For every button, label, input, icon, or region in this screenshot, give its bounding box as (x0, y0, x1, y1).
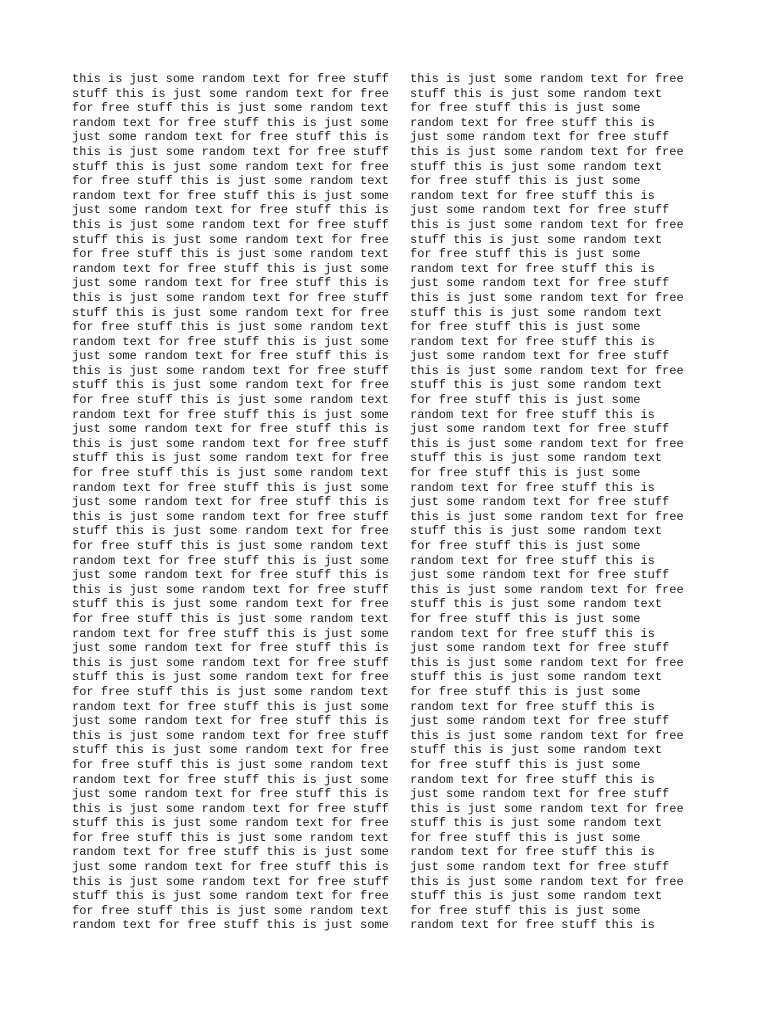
left-column-line: just some random text for free stuff this is (72, 787, 389, 802)
left-column-line: random text for free stuff this is just some (72, 334, 389, 349)
right-column-line: random text for free stuff this is (410, 261, 655, 276)
right-column-line: just some random text for free stuff (410, 641, 670, 656)
right-column-line: this is just some random text for free (410, 217, 684, 232)
right-column-line: for free stuff this is just some (410, 466, 641, 481)
right-column-line: this is just some random text for free (410, 801, 684, 816)
left-column-line: just some random text for free stuff this is (72, 860, 389, 875)
right-column-line: just some random text for free stuff (410, 349, 670, 364)
left-column-line: just some random text for free stuff this is (72, 568, 389, 583)
left-column-line: random text for free stuff this is just some (72, 699, 389, 714)
left-column-line: this is just some random text for free stuff (72, 217, 389, 232)
left-column-line: stuff this is just some random text for free (72, 889, 389, 904)
right-column-line: random text for free stuff this is (410, 845, 655, 860)
right-column-line: random text for free stuff this is (410, 553, 655, 568)
left-column-line: random text for free stuff this is just some (72, 772, 389, 787)
right-column-line: stuff this is just some random text (410, 743, 663, 758)
right-column-line: for free stuff this is just some (410, 393, 641, 408)
left-column-line: stuff this is just some random text for free (72, 232, 389, 247)
right-column-line: this is just some random text for free (410, 363, 684, 378)
left-column-line: this is just some random text for free stuff (72, 655, 389, 670)
right-column-line: stuff this is just some random text (410, 597, 663, 612)
right-column-line: random text for free stuff this is (410, 626, 655, 641)
left-column-line: this is just some random text for free stuff (72, 290, 389, 305)
left-column-line: this is just some random text for free stuff (72, 144, 389, 159)
right-column-line: random text for free stuff this is (410, 480, 655, 495)
right-column-line: just some random text for free stuff (410, 203, 670, 218)
right-column-line: this is just some random text for free (410, 582, 684, 597)
right-column-line: just some random text for free stuff (410, 422, 670, 437)
right-column-line: stuff this is just some random text (410, 524, 663, 539)
right-column-line: random text for free stuff this is (410, 918, 655, 933)
right-column-line: stuff this is just some random text (410, 159, 663, 174)
left-column-line: just some random text for free stuff this is (72, 349, 389, 364)
left-column-line: stuff this is just some random text for free (72, 816, 389, 831)
left-column-line: just some random text for free stuff this is (72, 422, 389, 437)
right-column-line: random text for free stuff this is (410, 188, 655, 203)
left-column-line: for free stuff this is just some random text (72, 393, 389, 408)
right-column-line: for free stuff this is just some (410, 539, 641, 553)
left-column-line: random text for free stuff this is just some (72, 188, 389, 203)
left-column-line: just some random text for free stuff this is (72, 276, 389, 291)
left-column-line: random text for free stuff this is just some (72, 626, 389, 641)
right-column-line: just some random text for free stuff (410, 276, 670, 291)
right-column-line: random text for free stuff this is (410, 115, 655, 130)
left-column-line: random text for free stuff this is just some (72, 115, 389, 130)
left-column-line: random text for free stuff this is just some (72, 480, 389, 495)
left-column-line: for free stuff this is just some random text (72, 539, 389, 553)
left-column-line: random text for free stuff this is just some (72, 407, 389, 422)
left-column-line: this is just some random text for free stuff (72, 509, 389, 524)
left-column-line: just some random text for free stuff this is (72, 714, 389, 729)
left-column-line: stuff this is just some random text for free (72, 743, 389, 758)
left-column-line: this is just some random text for free stuff (72, 436, 389, 451)
left-column-line: random text for free stuff this is just some (72, 553, 389, 568)
right-column-line: this is just some random text for free (410, 144, 684, 159)
right-column-line: random text for free stuff this is (410, 772, 655, 787)
right-column-line: this is just some random text for free (410, 72, 684, 86)
right-column-line: just some random text for free stuff (410, 568, 670, 583)
right-column-line: stuff this is just some random text (410, 232, 663, 247)
right-column-line: stuff this is just some random text (410, 451, 663, 466)
left-column-line: for free stuff this is just some random text (72, 174, 389, 189)
right-column-line: stuff this is just some random text (410, 816, 663, 831)
right-column-line: stuff this is just some random text (410, 378, 663, 393)
right-column-line: stuff this is just some random text (410, 670, 663, 685)
left-column-line: this is just some random text for free stuff (72, 874, 389, 889)
left-column-line: stuff this is just some random text for free (72, 378, 389, 393)
left-column-line: this is just some random text for free stuff (72, 363, 389, 378)
right-column-line: stuff this is just some random text (410, 305, 663, 320)
right-column-line: this is just some random text for free (410, 655, 684, 670)
right-text-column (410, 72, 684, 933)
right-column-line: random text for free stuff this is (410, 699, 655, 714)
left-column-line: stuff this is just some random text for free (72, 305, 389, 320)
left-column-line: stuff this is just some random text for free (72, 451, 389, 466)
right-column-line: for free stuff this is just some (410, 320, 641, 335)
right-column-line: just some random text for free stuff (410, 714, 670, 729)
left-column-line: stuff this is just some random text for free (72, 597, 389, 612)
left-column-line: just some random text for free stuff this is (72, 203, 389, 218)
left-column-line: just some random text for free stuff this is (72, 641, 389, 656)
right-column-line: for free stuff this is just some (410, 830, 641, 845)
left-column-line: for free stuff this is just some random text (72, 466, 389, 481)
right-column-line: for free stuff this is just some (410, 174, 641, 189)
left-column-line: random text for free stuff this is just some (72, 918, 389, 933)
right-column-line: this is just some random text for free (410, 874, 684, 889)
right-column-line: this is just some random text for free (410, 728, 684, 743)
left-column-line: for free stuff this is just some random text (72, 757, 389, 772)
right-column-line: for free stuff this is just some (410, 903, 641, 918)
left-column-line: for free stuff this is just some random text (72, 903, 389, 918)
left-column-line: just some random text for free stuff this is (72, 130, 389, 145)
left-column-line: for free stuff this is just some random text (72, 101, 389, 116)
left-column-line: just some random text for free stuff this is (72, 495, 389, 510)
left-text-column (72, 72, 389, 933)
right-column-line: for free stuff this is just some (410, 247, 641, 262)
right-column-line: for free stuff this is just some (410, 611, 641, 626)
left-column-line: stuff this is just some random text for free (72, 159, 389, 174)
left-column-line: this is just some random text for free stuff (72, 728, 389, 743)
right-column-line: this is just some random text for free (410, 436, 684, 451)
left-column-line: stuff this is just some random text for free (72, 524, 389, 539)
right-column-line: just some random text for free stuff (410, 130, 670, 145)
left-column-line: random text for free stuff this is just some (72, 845, 389, 860)
right-column-line: for free stuff this is just some (410, 684, 641, 699)
left-column-line: this is just some random text for free stuff (72, 582, 389, 597)
right-column-line: for free stuff this is just some (410, 101, 641, 116)
right-column-line: just some random text for free stuff (410, 860, 670, 875)
right-column-line: just some random text for free stuff (410, 495, 670, 510)
left-column-line: for free stuff this is just some random text (72, 247, 389, 262)
left-column-line: for free stuff this is just some random text (72, 830, 389, 845)
right-column-line: stuff this is just some random text (410, 889, 663, 904)
left-column-line: this is just some random text for free stuff (72, 72, 389, 86)
right-column-line: for free stuff this is just some (410, 757, 641, 772)
left-column-line: this is just some random text for free stuff (72, 801, 389, 816)
left-column-line: stuff this is just some random text for free (72, 670, 389, 685)
right-column-line: this is just some random text for free (410, 290, 684, 305)
left-column-line: for free stuff this is just some random text (72, 320, 389, 335)
right-column-line: just some random text for free stuff (410, 787, 670, 802)
right-column-line: this is just some random text for free (410, 509, 684, 524)
left-column-line: for free stuff this is just some random text (72, 611, 389, 626)
left-column-line: for free stuff this is just some random text (72, 684, 389, 699)
right-column-line: stuff this is just some random text (410, 86, 663, 101)
left-column-line: stuff this is just some random text for free (72, 86, 389, 101)
right-column-line: random text for free stuff this is (410, 407, 655, 422)
right-column-line: random text for free stuff this is (410, 334, 655, 349)
left-column-line: random text for free stuff this is just some (72, 261, 389, 276)
